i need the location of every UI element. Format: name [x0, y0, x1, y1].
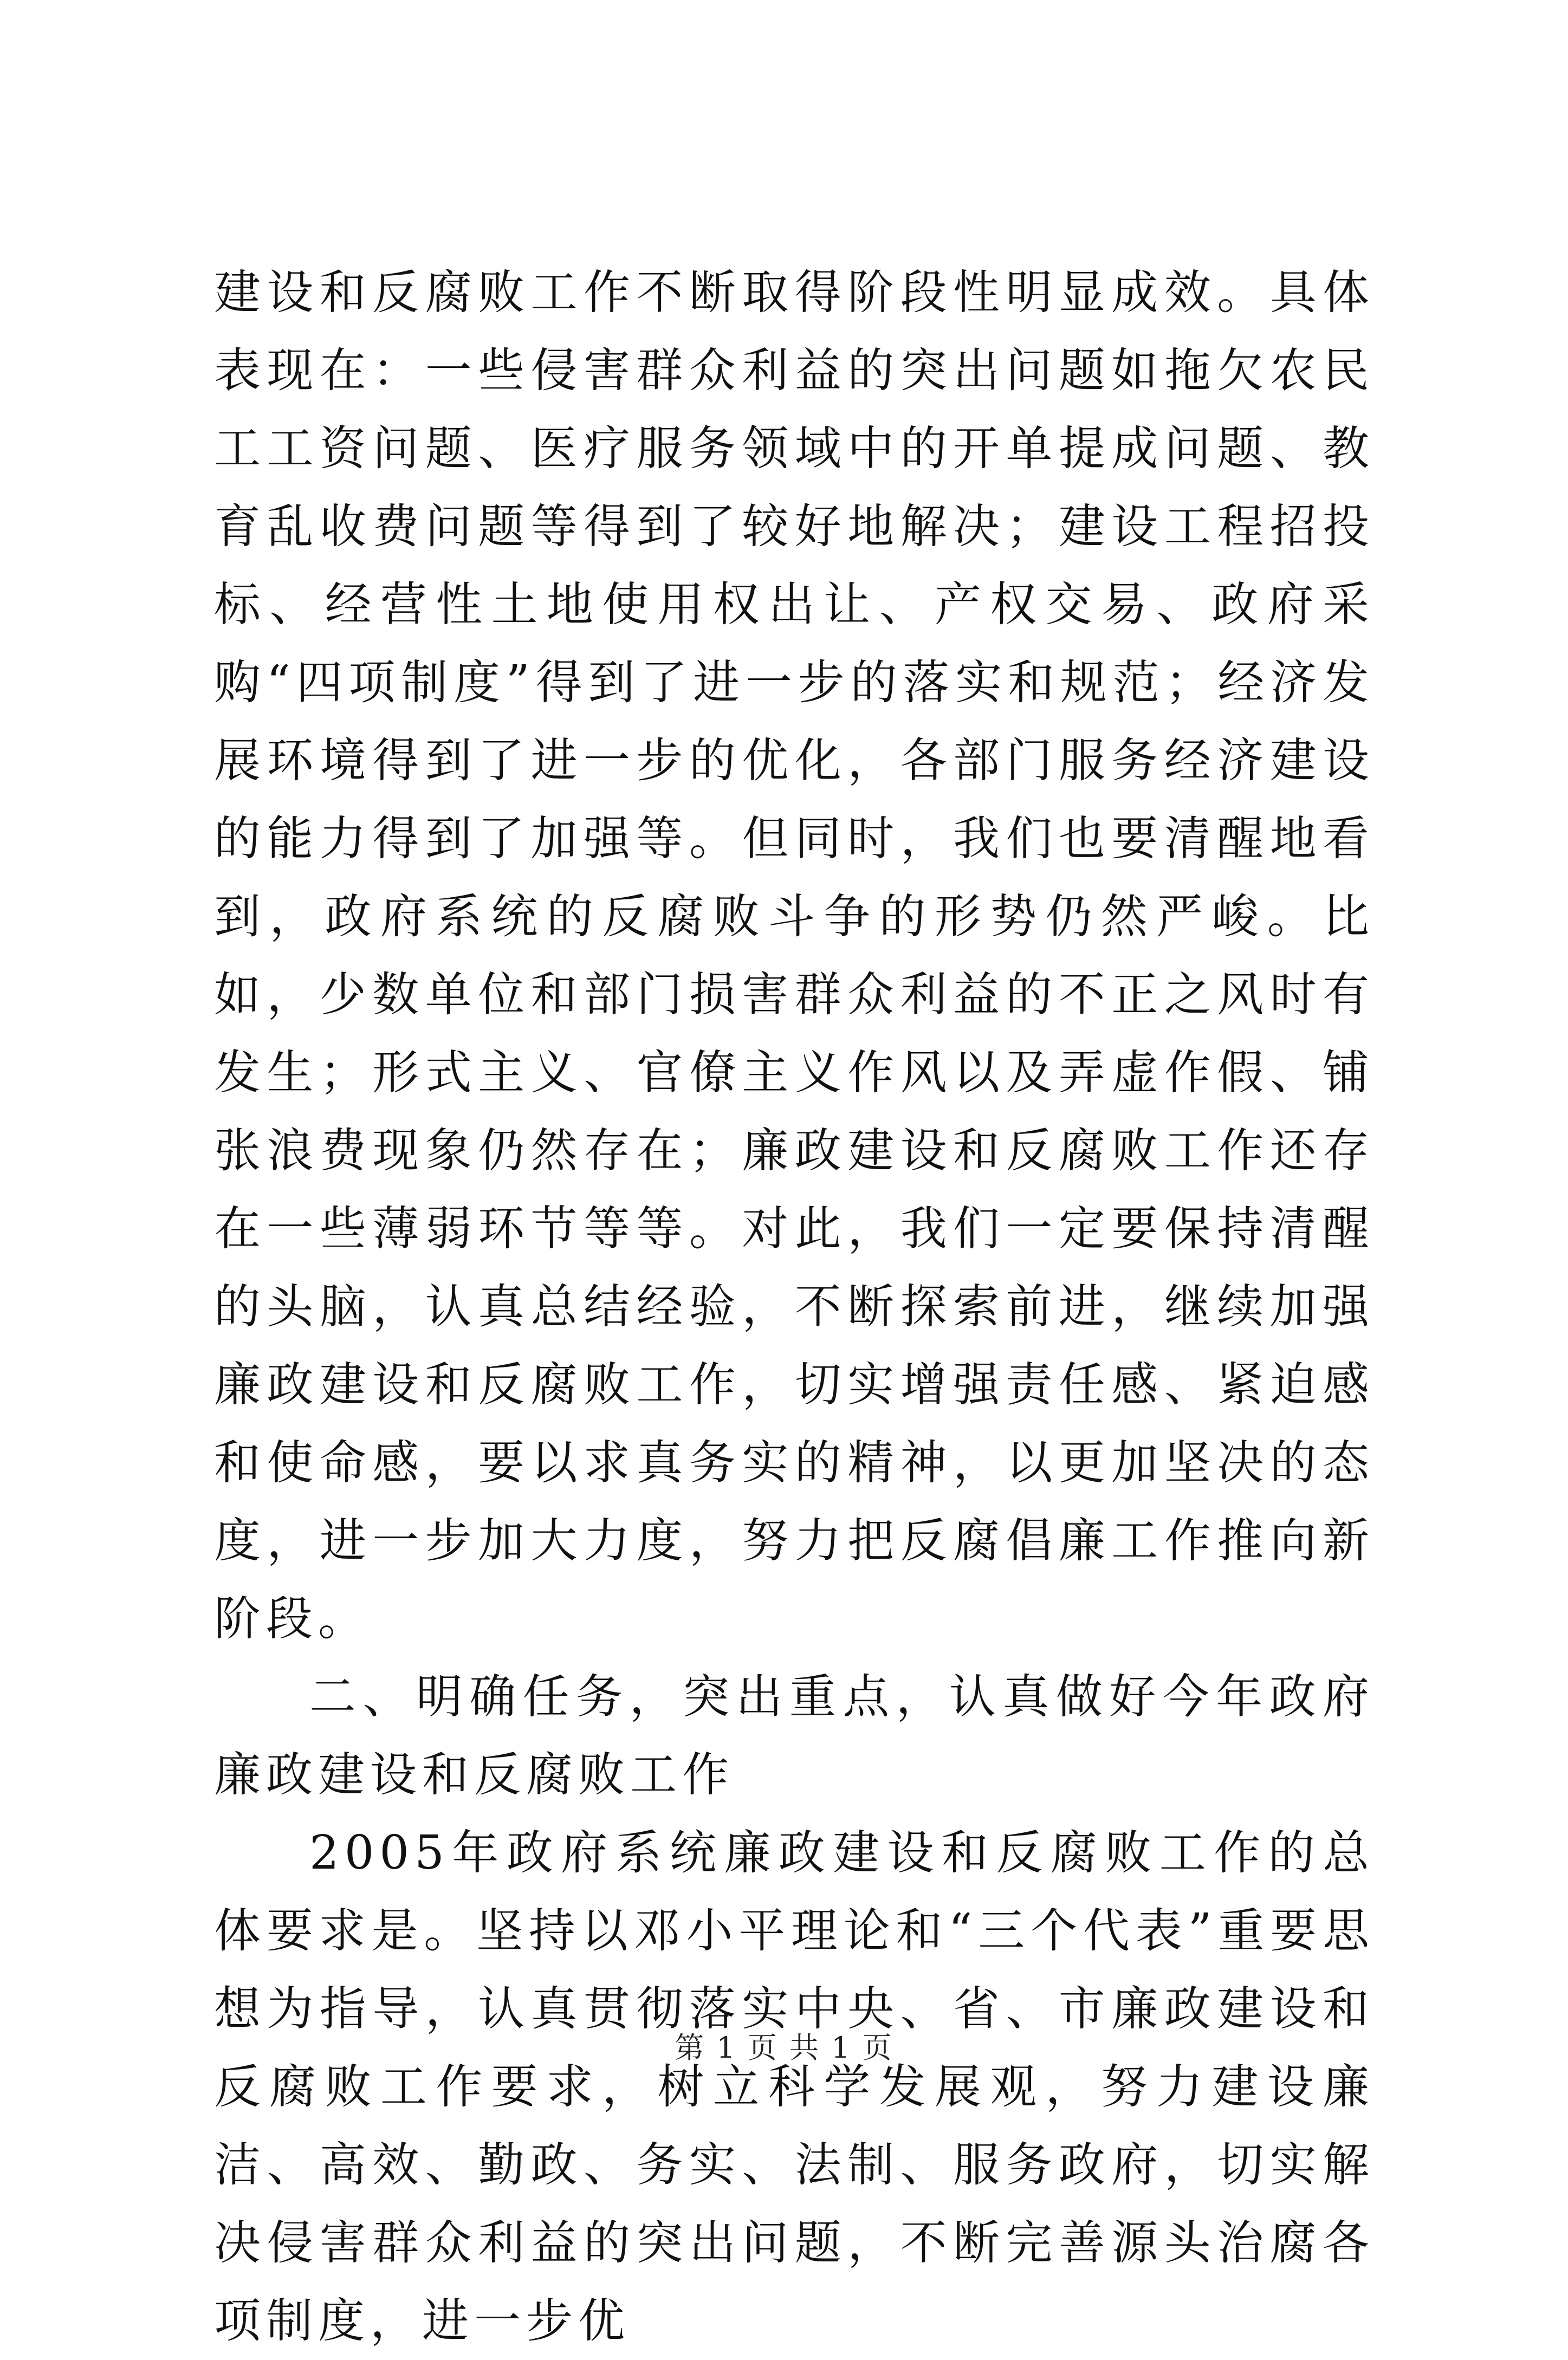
- page-footer: 第 1 页 共 1 页: [675, 2031, 893, 2065]
- paragraph-achievements: 建设和反腐败工作不断取得阶段性明显成效。具体表现在：一些侵害群众利益的突出问题如拖欠农民工工资问题、医疗服务领域中的开单提成问题、教育乱收费问题等得到了较好地解决；建设工程招投标、经营性土地使用权出让、产权交易、政府采购“四项制度”得到了进一步的落实和规范；经济发展环境得到了进一步的优化，各部门服务经济建设的能力得到了加强等。但同时，我们也要清醒地看到，政府系统的反腐败斗争的形势仍然严峻。比如，少数单位和部门损害群众利益的不正之风时有发生；形式主义、官僚主义作风以及弄虚作假、铺张浪费现象仍然存在；廉政建设和反腐败工作还存在一些薄弱环节等等。对此，我们一定要保持清醒的头脑，认真总结经验，不断探索前进，继续加强廉政建设和反腐败工作，切实增强责任感、紧迫感和使命感，要以求真务实的精神，以更加坚决的态度，进一步加大力度，努力把反腐倡廉工作推向新阶段。: [214, 265, 1375, 1646]
- section-heading-tasks: 二、明确任务，突出重点，认真做好今年政府廉政建设和反腐败工作: [214, 1670, 1375, 1802]
- paragraph-requirements: 2005年政府系统廉政建设和反腐败工作的总体要求是。坚持以邓小平理论和“三个代表”重要思想为指导，认真贯彻落实中央、省、市廉政建设和反腐败工作要求，树立科学发展观，努力建设廉洁、高效、勤政、务实、法制、服务政府，切实解决侵害群众利益的突出问题，不断完善源头治腐各项制度，进一步优: [214, 1826, 1375, 2348]
